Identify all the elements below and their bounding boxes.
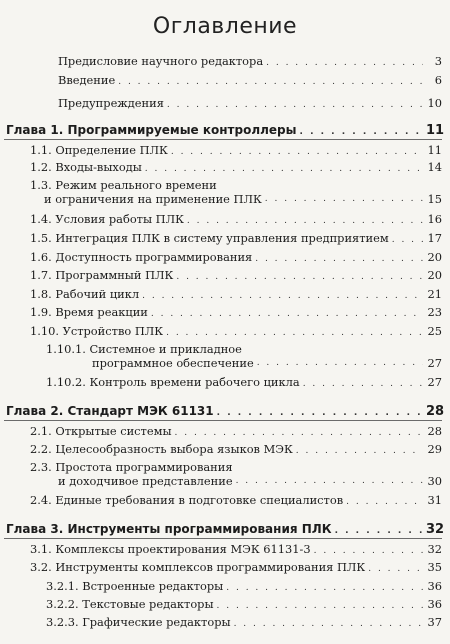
toc-entry[interactable] xyxy=(30,493,442,509)
leader-dots xyxy=(226,581,423,595)
chapter-page: 28 xyxy=(426,404,445,419)
toc-entry[interactable] xyxy=(58,54,442,70)
toc-entry[interactable] xyxy=(30,178,442,206)
toc-entry-label: 2.3. Простота программирования xyxy=(30,460,233,474)
toc-entry[interactable] xyxy=(30,560,442,576)
chapter-title: Глава 1. Программируемые контроллеры xyxy=(6,123,297,137)
toc-entry-label: 1.6. Доступность программирования xyxy=(30,250,253,264)
toc-entry-page: 29 xyxy=(427,442,442,456)
toc-entry-label: 1.5. Интеграция ПЛК в систему управления предприятием xyxy=(30,231,389,245)
toc-entry-label: 3.2.2. Текстовые редакторы xyxy=(46,597,214,611)
toc-entry-label: Введение xyxy=(58,73,116,87)
toc-entry-page: 27 xyxy=(427,375,442,389)
leader-dots xyxy=(296,444,423,458)
chapter-separator xyxy=(4,139,442,140)
toc-entry-label: 2.1. Открытые системы xyxy=(30,424,172,438)
leader-dots xyxy=(234,617,423,631)
toc-entry-page: 35 xyxy=(427,560,442,574)
toc-entry[interactable] xyxy=(46,375,442,391)
toc-entry-page: 17 xyxy=(427,231,442,245)
toc-entry[interactable] xyxy=(46,597,442,613)
toc-entry-label: Предисловие научного редактора xyxy=(58,54,264,68)
leader-dots xyxy=(118,75,423,89)
toc-entry-page: 15 xyxy=(427,192,442,206)
toc-entry-label: 1.3. Режим реального времени xyxy=(30,178,217,192)
toc-entry-label-cont: программное обеспечение xyxy=(92,356,254,370)
leader-dots xyxy=(300,125,423,139)
leader-dots xyxy=(167,98,423,112)
toc-entry-page: 11 xyxy=(427,143,442,157)
toc-entry[interactable] xyxy=(30,442,442,458)
toc-entry-label: 1.10.2. Контроль времени рабочего цикла xyxy=(46,375,300,389)
leader-dots xyxy=(171,145,423,159)
leader-dots xyxy=(303,377,423,391)
toc-entry-label-block xyxy=(30,460,233,488)
toc-entry[interactable] xyxy=(30,143,442,159)
toc-entry[interactable] xyxy=(30,542,442,558)
toc-entry[interactable] xyxy=(58,73,442,89)
leader-dots xyxy=(166,326,423,340)
chapter-page: 32 xyxy=(426,522,445,537)
toc-entry[interactable] xyxy=(30,250,442,266)
leader-dots xyxy=(142,289,423,303)
leader-dots xyxy=(236,474,423,488)
toc-entry[interactable] xyxy=(30,212,442,228)
toc-entry-page: 3 xyxy=(434,54,442,68)
toc-entry[interactable] xyxy=(30,460,442,488)
toc-entry-page: 16 xyxy=(427,212,442,226)
toc-entry-label: 3.1. Комплексы проектирования МЭК 61131-3 xyxy=(30,542,311,556)
toc-entry-page: 32 xyxy=(427,542,442,556)
leader-dots xyxy=(217,599,423,613)
toc-entry-label-block xyxy=(46,342,254,370)
toc-entry-label: 1.4. Условия работы ПЛК xyxy=(30,212,184,226)
leader-dots xyxy=(187,214,423,228)
toc-entry[interactable] xyxy=(30,287,442,303)
toc-entry-label: 1.7. Программный ПЛК xyxy=(30,268,174,282)
toc-entry-label: 2.4. Единые требования в подготовке специалистов xyxy=(30,493,344,507)
toc-entry-label-block xyxy=(30,178,262,206)
toc-entry-page: 20 xyxy=(427,250,442,264)
toc-entry[interactable] xyxy=(30,424,442,440)
toc-entry-page: 27 xyxy=(427,356,442,370)
toc-entry-page: 21 xyxy=(427,287,442,301)
toc-entry[interactable] xyxy=(30,160,442,176)
chapter-page: 11 xyxy=(426,123,445,138)
chapter-title: Глава 3. Инструменты программирования ПЛК xyxy=(6,522,332,536)
leader-dots xyxy=(335,524,423,538)
leader-dots xyxy=(217,406,423,420)
page-title: Оглавление xyxy=(152,14,298,39)
toc-entry[interactable] xyxy=(46,579,442,595)
leader-dots xyxy=(314,544,423,558)
toc-entry-label: 1.1. Определение ПЛК xyxy=(30,143,168,157)
chapter-heading[interactable] xyxy=(6,123,445,139)
toc-entry-label: 1.10.1. Системное и прикладное xyxy=(46,342,242,356)
leader-dots xyxy=(255,252,423,266)
toc-entry[interactable] xyxy=(58,96,442,112)
toc-entry-page: 30 xyxy=(427,474,442,488)
toc-entry-label: 3.2.1. Встроенные редакторы xyxy=(46,579,224,593)
toc-entry-label: 1.9. Время реакции xyxy=(30,305,148,319)
leader-dots xyxy=(392,233,423,247)
toc-entry-page: 20 xyxy=(427,268,442,282)
toc-entry-page: 37 xyxy=(427,615,442,629)
toc-entry-page: 23 xyxy=(427,305,442,319)
toc-entry-label: Предупреждения xyxy=(58,96,164,110)
toc-entry[interactable] xyxy=(46,342,442,370)
toc-entry-page: 10 xyxy=(427,96,442,110)
leader-dots xyxy=(265,192,423,206)
toc-entry-page: 6 xyxy=(434,73,442,87)
toc-entry-page: 14 xyxy=(427,160,442,174)
chapter-heading[interactable] xyxy=(6,522,445,538)
leader-dots xyxy=(266,56,423,70)
toc-entry[interactable] xyxy=(46,615,442,631)
chapter-separator xyxy=(4,538,442,539)
toc-entry-label: 1.2. Входы-выходы xyxy=(30,160,142,174)
chapter-separator xyxy=(4,420,442,421)
toc-entry-label: 3.2.3. Графические редакторы xyxy=(46,615,231,629)
toc-entry[interactable] xyxy=(30,305,442,321)
toc-entry[interactable] xyxy=(30,231,442,247)
chapter-title: Глава 2. Стандарт МЭК 61131 xyxy=(6,404,214,418)
toc-entry-page: 31 xyxy=(427,493,442,507)
leader-dots xyxy=(175,426,423,440)
chapter-heading[interactable] xyxy=(6,404,445,420)
toc-entry-page: 25 xyxy=(427,324,442,338)
leader-dots xyxy=(346,495,423,509)
toc-entry-label-cont: и доходчивое представление xyxy=(58,474,233,488)
leader-dots xyxy=(176,270,423,284)
toc-entry-label: 1.10. Устройство ПЛК xyxy=(30,324,164,338)
toc-entry-label: 3.2. Инструменты комплексов программирования ПЛК xyxy=(30,560,366,574)
leader-dots xyxy=(368,562,423,576)
leader-dots xyxy=(257,356,423,370)
toc-entry-page: 36 xyxy=(427,579,442,593)
leader-dots xyxy=(145,162,423,176)
toc-entry-page: 28 xyxy=(427,424,442,438)
toc-entry[interactable] xyxy=(30,324,442,340)
toc-entry[interactable] xyxy=(30,268,442,284)
toc-entry-label-cont: и ограничения на применение ПЛК xyxy=(44,192,262,206)
toc-entry-label: 2.2. Целесообразность выбора языков МЭК xyxy=(30,442,293,456)
toc-entry-page: 36 xyxy=(427,597,442,611)
leader-dots xyxy=(151,307,423,321)
toc-entry-label: 1.8. Рабочий цикл xyxy=(30,287,140,301)
